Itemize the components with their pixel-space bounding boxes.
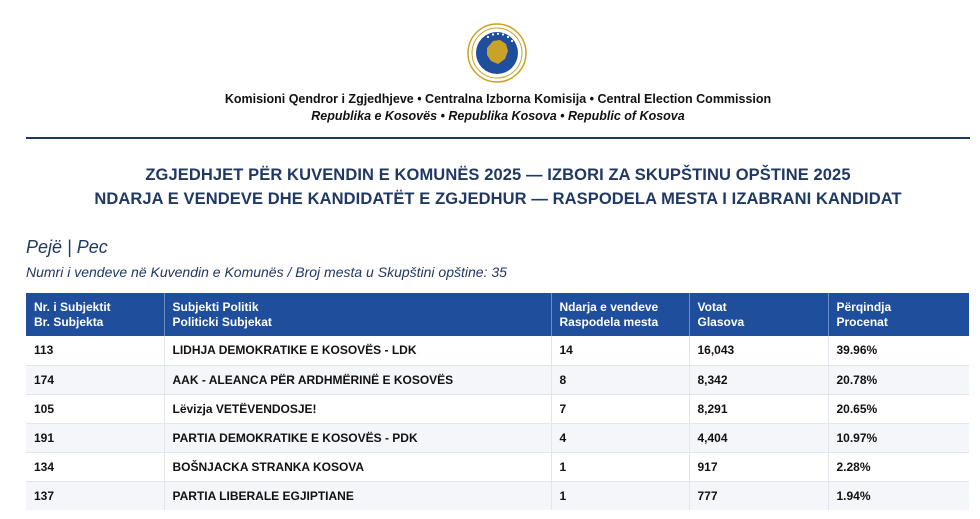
col-header-line: Përqindja [836, 300, 892, 314]
col-header-line: Subjekti Politik [172, 300, 259, 314]
col-header-line: Ndarja e vendeve [559, 300, 659, 314]
party-number-cell: 134 [26, 452, 164, 481]
col-header-line: Politicki Subjekat [172, 315, 272, 329]
results-table [26, 293, 969, 510]
percent-cell: 2.28% [828, 452, 969, 481]
seats-cell: 7 [551, 394, 689, 423]
seats-cell: 14 [551, 336, 689, 365]
table-row [26, 336, 969, 365]
votes-cell: 8,291 [689, 394, 828, 423]
col-header-line: Br. Subjekta [34, 315, 104, 329]
party-name-cell: PARTIA LIBERALE EGJIPTIANE [164, 481, 551, 510]
seats-count-text: Numri i vendeve në Kuvendin e Komunës / Broj mesta u Skupštini opštine: 35 [26, 264, 507, 280]
cec-emblem-logo [467, 23, 527, 83]
votes-cell: 8,342 [689, 365, 828, 394]
table-header-row [26, 293, 969, 336]
table-row [26, 481, 969, 510]
table-row [26, 452, 969, 481]
col-header-votes [689, 293, 828, 336]
party-number-cell: 113 [34, 343, 54, 358]
seats-cell: 1 [551, 452, 689, 481]
percent-cell: 20.78% [828, 365, 969, 394]
col-header-party-name [164, 293, 551, 336]
col-header-line: Glasova [697, 315, 745, 329]
percent-cell: 20.65% [828, 394, 969, 423]
header-divider [26, 137, 970, 139]
municipality-name: Pejë | Pec [26, 237, 108, 257]
seats-cell: 1 [551, 481, 689, 510]
votes-cell: 4,404 [689, 423, 828, 452]
results-title: NDARJA E VENDEVE DHE KANDIDATËT E ZGJEDHUR — RASPODELA MESTA I IZABRANI KANDIDAT [94, 190, 902, 208]
col-header-party-number [26, 293, 164, 336]
table-row [26, 365, 969, 394]
party-number-cell: 174 [26, 365, 164, 394]
col-header-seats [551, 293, 689, 336]
party-number-cell: 137 [26, 481, 164, 510]
party-name-cell: BOŠNJACKA STRANKA KOSOVA [164, 452, 551, 481]
votes-cell: 777 [689, 481, 828, 510]
party-name-cell: PARTIA DEMOKRATIKE E KOSOVËS - PDK [164, 423, 551, 452]
party-name-cell: AAK - ALEANCA PËR ARDHMËRINË E KOSOVËS [164, 365, 551, 394]
col-header-line: Nr. i Subjektit [34, 300, 111, 314]
votes-cell: 16,043 [689, 336, 828, 365]
votes-cell: 917 [689, 452, 828, 481]
percent-cell: 39.96% [828, 336, 969, 365]
party-name-cell: Lëvizja VETËVENDOSJE! [164, 394, 551, 423]
col-header-line: Raspodela mesta [559, 315, 659, 329]
party-name-cell: LIDHJA DEMOKRATIKE E KOSOVËS - LDK [164, 336, 551, 365]
percent-cell: 10.97% [828, 423, 969, 452]
party-number-cell: 105 [26, 394, 164, 423]
commission-name: Komisioni Qendror i Zgjedhjeve • Centralna Izborna Komisija • Central Election Commission [224, 92, 772, 106]
col-header-line: Votat [697, 300, 727, 314]
col-header-line: Procenat [836, 315, 888, 329]
election-title: ZGJEDHJET PËR KUVENDIN E KOMUNËS 2025 — IZBORI ZA SKUPŠTINU OPŠTINE 2025 [145, 166, 851, 184]
party-number-cell: 191 [26, 423, 164, 452]
country-name: Republika e Kosovës • Republika Kosova • Republic of Kosova [311, 109, 685, 123]
col-header-percent [828, 293, 969, 336]
table-row [26, 394, 969, 423]
seats-cell: 4 [551, 423, 689, 452]
seats-cell: 8 [551, 365, 689, 394]
table-row [26, 423, 969, 452]
percent-cell: 1.94% [828, 481, 969, 510]
